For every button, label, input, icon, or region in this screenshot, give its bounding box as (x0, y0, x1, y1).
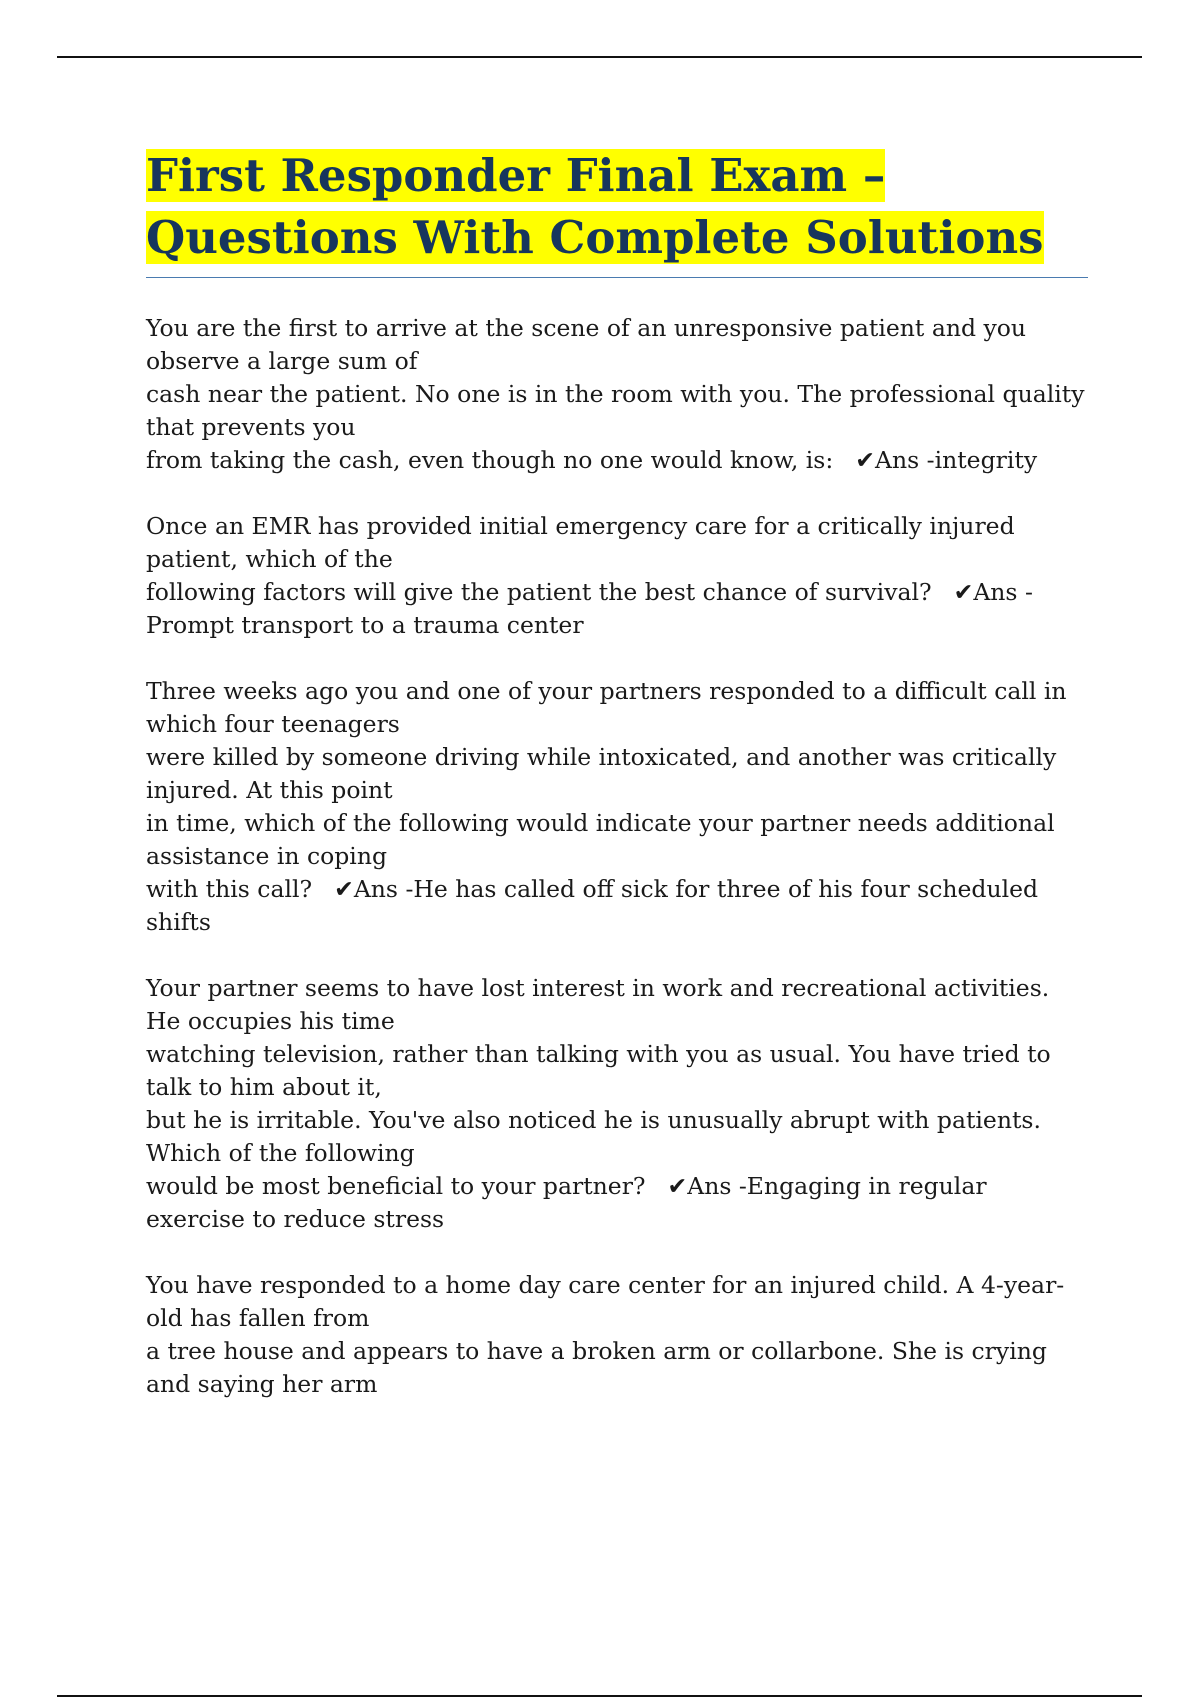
question-text-line: Your partner seems to have lost interest in work and recreational activities. (146, 974, 1050, 1002)
answer-text: Ans -integrity (875, 446, 1038, 474)
question-text-line (146, 576, 1088, 609)
answer-text-continued: Prompt transport to a trauma center (146, 611, 584, 639)
question-list (146, 312, 1088, 1401)
question-text-line: You are the first to arrive at the scene of an unresponsive patient and you (146, 314, 1027, 342)
question-text-line: watching television, rather than talking with you as usual. You have tried to (146, 1040, 1051, 1068)
question-text-line: assistance in coping (146, 842, 388, 870)
checkmark-icon: ✔ (334, 875, 354, 903)
question-item (146, 675, 1088, 939)
question-text-line: Once an EMR has provided initial emergency care for a critically injured (146, 512, 1015, 540)
question-item (146, 312, 1088, 477)
document-body (146, 145, 1088, 1434)
question-text-line: observe a large sum of (146, 347, 418, 375)
answer-text: Ans - (973, 578, 1033, 606)
question-text-line: talk to him about it, (146, 1073, 382, 1101)
question-text-line: old has fallen from (146, 1304, 370, 1332)
question-text-line: and saying her arm (146, 1370, 378, 1398)
answer-text-continued: shifts (146, 908, 211, 936)
question-text-line: patient, which of the (146, 545, 393, 573)
answer-text: Ans -Engaging in regular (687, 1172, 987, 1200)
question-text: would be most beneficial to your partner? (146, 1172, 646, 1200)
question-item (146, 1269, 1088, 1401)
question-text: following factors will give the patient the best chance of survival? (146, 578, 932, 606)
title-block (146, 145, 1088, 278)
question-text-line: that prevents you (146, 413, 356, 441)
question-text-line: You have responded to a home day care center for an injured child. A 4-year- (146, 1271, 1065, 1299)
question-text-line: Which of the following (146, 1139, 415, 1167)
document-title (146, 145, 1088, 269)
top-rule (57, 56, 1142, 58)
checkmark-icon: ✔ (953, 578, 974, 606)
question-text-line (146, 444, 1088, 477)
question-text-line (146, 873, 1088, 906)
question-text-line: but he is irritable. You've also noticed he is unusually abrupt with patients. (146, 1106, 1041, 1134)
question-item (146, 510, 1088, 642)
question-text-line: Three weeks ago you and one of your partners responded to a difficult call in (146, 677, 1067, 705)
question-text-line: which four teenagers (146, 710, 400, 738)
question-text-line (146, 1170, 1088, 1203)
question-text-line: He occupies his time (146, 1007, 395, 1035)
answer-text: Ans -He has called off sick for three of his four scheduled (353, 875, 1039, 903)
question-text-line: cash near the patient. No one is in the room with you. The professional quality (146, 380, 1085, 408)
question-text: with this call? (146, 875, 313, 903)
checkmark-icon: ✔ (855, 446, 875, 474)
question-text-line: were killed by someone driving while intoxicated, and another was critically (146, 743, 1057, 771)
question-text-line: injured. At this point (146, 776, 393, 804)
title-line-2: Questions With Complete Solutions (146, 211, 1044, 264)
question-item (146, 972, 1088, 1236)
question-text-line: in time, which of the following would indicate your partner needs additional (146, 809, 1055, 837)
bottom-rule (57, 1695, 1142, 1697)
question-text-line: a tree house and appears to have a broken arm or collarbone. She is crying (146, 1337, 1047, 1365)
question-text: from taking the cash, even though no one would know, is: (146, 446, 834, 474)
answer-text-continued: exercise to reduce stress (146, 1205, 445, 1233)
checkmark-icon: ✔ (667, 1172, 688, 1200)
title-line-1: First Responder Final Exam – (146, 149, 886, 202)
